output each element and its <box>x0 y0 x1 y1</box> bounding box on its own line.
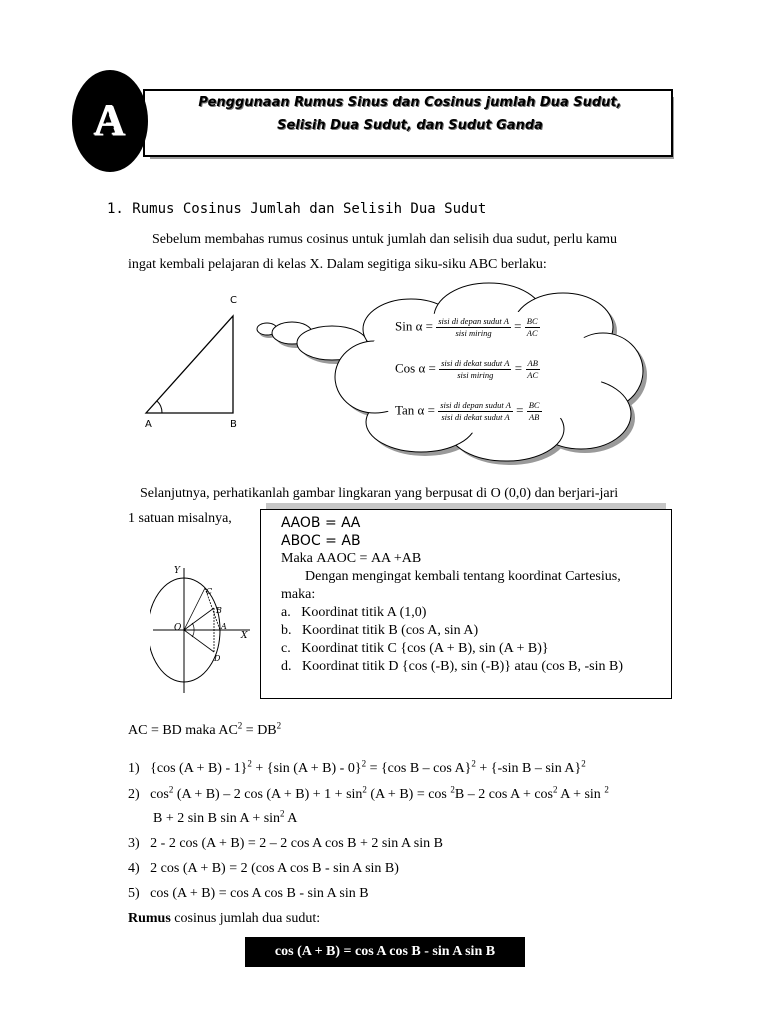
step-2 <box>128 784 609 803</box>
cos-frac-1 <box>439 358 511 381</box>
s2b: (A + B) – 2 cos (A + B) + 1 + sin <box>173 787 363 802</box>
acbd-rest: = DB <box>242 723 277 738</box>
angle-arc-a <box>192 623 194 630</box>
coordinate-box <box>260 509 672 699</box>
ray-oc <box>184 588 205 630</box>
rumus-bold: Rumus <box>128 911 171 926</box>
s1a: 1) {cos (A + B) - 1} <box>128 761 248 776</box>
step-2-cont <box>153 808 298 827</box>
sin-num: sisi di depan sudut A <box>438 316 509 326</box>
label-b: B <box>230 419 237 430</box>
s2e: A + sin <box>557 787 605 802</box>
angle-arc <box>157 401 162 413</box>
circle-intro-line2: 1 satuan misalnya, <box>128 511 232 526</box>
tan-frac-1 <box>438 400 513 423</box>
s1d: + {-sin B – sin A} <box>475 761 582 776</box>
box-item-b: b. Koordinat titik B (cos A, sin A) <box>281 623 479 638</box>
s1-sup1: 2 <box>247 758 252 769</box>
rumus-rest: cosinus jumlah dua sudut: <box>170 911 321 926</box>
tan-num2: BC <box>528 400 540 410</box>
tan-frac-2 <box>527 400 542 423</box>
intro-line2: ingat kembali pelajaran di kelas X. Dalam segitiga siku-siku ABC berlaku: <box>128 257 547 272</box>
final-formula-box: cos (A + B) = cos A cos B - sin A sin B <box>245 937 525 967</box>
cos-frac-2 <box>525 358 540 381</box>
s2-sup5: 2 <box>604 784 609 795</box>
s1b: + {sin (A + B) - 0} <box>251 761 362 776</box>
sin-frac-1 <box>436 316 511 339</box>
sin-num2: BC <box>526 316 538 326</box>
sin-den: sisi miring <box>455 328 492 338</box>
unit-circle-figure <box>150 560 255 700</box>
s1-sup3: 2 <box>471 758 476 769</box>
fig-label-d: D <box>214 654 221 663</box>
rumus-label <box>128 911 320 927</box>
header-letter: A <box>94 96 126 145</box>
fig-label-a: A <box>221 622 227 631</box>
acbd-text: AC = BD maka AC <box>128 723 238 738</box>
sin-formula <box>395 316 540 339</box>
box-line4: Dengan mengingat kembali tentang koordinat Cartesius, <box>305 569 621 584</box>
box-item-a: a. Koordinat titik A (1,0) <box>281 605 427 620</box>
intro-line1: Sebelum membahas rumus cosinus untuk jumlah dan selisih dua sudut, perlu kamu <box>152 232 618 247</box>
ray-od <box>184 630 214 652</box>
right-triangle-figure <box>130 288 255 433</box>
cos-formula <box>395 358 540 381</box>
angle-arc-b <box>192 630 194 637</box>
step-1 <box>128 758 586 777</box>
step-3: 3) 2 - 2 cos (A + B) = 2 – 2 cos A cos B + 2 sin A sin B <box>128 836 443 851</box>
fig-label-y: Y <box>174 566 180 576</box>
cos-label: Cos α = <box>395 360 436 376</box>
box-line5: maka: <box>281 587 316 602</box>
box-line3: Maka ΑAOC = ΑA +ΑB <box>281 551 422 566</box>
s2d: B – 2 cos A + cos <box>454 787 553 802</box>
cos-num2: AB <box>527 358 538 368</box>
s1c: = {cos B – cos A} <box>366 761 472 776</box>
step-4: 4) 2 cos (A + B) = 2 (cos A cos B - sin A sin B) <box>128 861 399 876</box>
label-a: A <box>145 419 152 430</box>
box-line2: ΑBOC = ΑB <box>281 533 361 549</box>
sin-label: Sin α = <box>395 318 433 334</box>
box-line1: ΑAOB = ΑA <box>281 515 361 531</box>
cos-num: sisi di dekat sudut A <box>441 358 510 368</box>
fig-label-x: X <box>241 631 248 641</box>
cos-den2: AC <box>527 370 539 380</box>
header-title-line2: Selisih Dua Sudut, dan Sudut Ganda <box>277 118 543 133</box>
s2-sup4: 2 <box>553 784 558 795</box>
s2-sup2: 2 <box>362 784 367 795</box>
section-heading: 1. Rumus Cosinus Jumlah dan Selisih Dua Sudut <box>107 201 487 217</box>
fig-label-c: C <box>206 587 213 596</box>
s2g: A <box>284 811 298 826</box>
step-5: 5) cos (A + B) = cos A cos B - sin A sin B <box>128 886 369 901</box>
box-item-d: d. Koordinat titik D {cos (-B), sin (-B)} atau (cos B, -sin B) <box>281 659 624 674</box>
s1-sup2: 2 <box>361 758 367 769</box>
s1-sup4: 2 <box>581 758 586 769</box>
circle-intro-line1: Selanjutnya, perhatikanlah gambar lingkaran yang berpusat di O (0,0) dan berjari-jari <box>140 486 619 501</box>
label-c: C <box>230 295 237 306</box>
s2f: B + 2 sin B sin A + sin <box>153 811 281 826</box>
acbd-sup: 2 <box>237 720 243 731</box>
s2-sup6: 2 <box>280 808 285 819</box>
fig-label-b: B <box>216 606 222 615</box>
fig-label-o: O <box>174 623 182 633</box>
tan-formula <box>395 400 542 423</box>
triangle-shape <box>146 316 233 413</box>
acbd-sup2: 2 <box>276 720 282 731</box>
s2-sup3: 2 <box>450 784 455 795</box>
ac-equals-bd <box>128 720 282 739</box>
s2-sup1: 2 <box>168 784 174 795</box>
tan-label: Tan α = <box>395 402 435 418</box>
header-title-line1: Penggunaan Rumus Sinus dan Cosinus jumlah Dua Sudut, <box>198 95 622 110</box>
tan-eq: = <box>516 402 524 418</box>
sin-den2: AC <box>526 328 538 338</box>
tan-den2: AB <box>528 412 540 422</box>
cos-eq: = <box>514 360 523 376</box>
tan-num: sisi di depan sudut A <box>440 400 511 410</box>
cos-den: sisi miring <box>457 370 494 380</box>
sin-frac-2 <box>525 316 540 339</box>
box-item-c: c. Koordinat titik C {cos (A + B), sin (A + B)} <box>281 641 549 656</box>
tan-den: sisi di dekat sudut A <box>441 412 510 422</box>
s2c: (A + B) = cos <box>366 787 451 802</box>
sin-eq: = <box>514 318 522 334</box>
s2a: 2) cos <box>128 787 169 802</box>
ray-ob <box>184 608 214 630</box>
